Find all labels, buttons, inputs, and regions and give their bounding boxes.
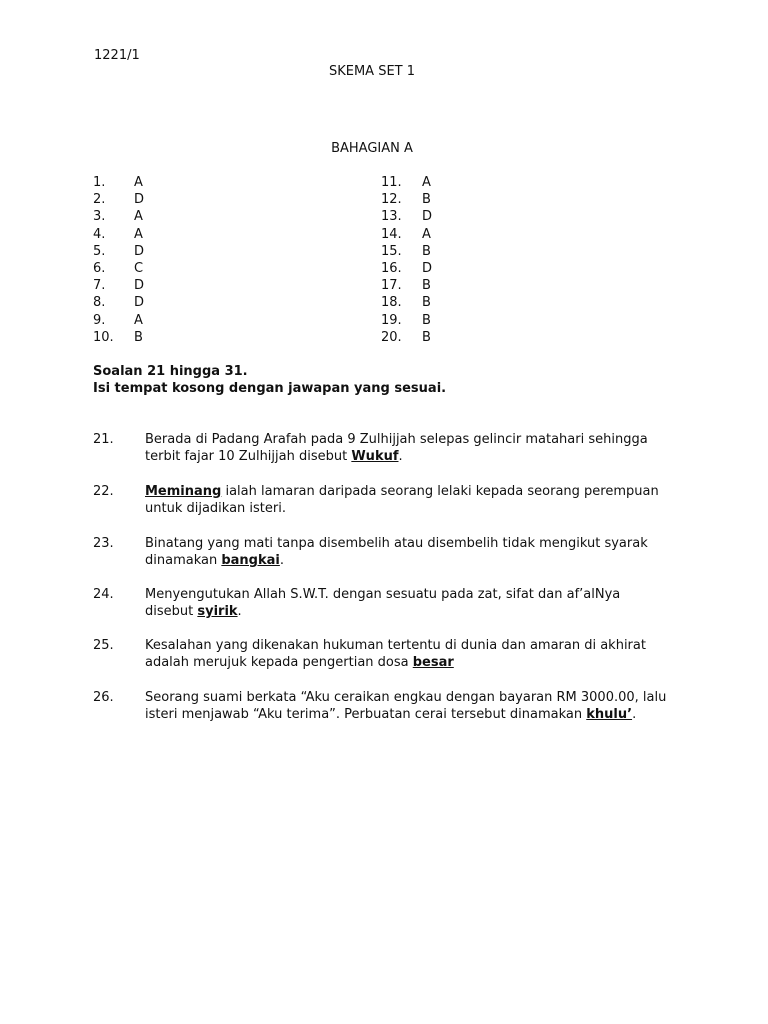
answer-row xyxy=(93,294,164,311)
answer-letter: A xyxy=(422,175,431,190)
answer-list-right xyxy=(381,174,452,346)
question-number: 2. xyxy=(93,192,106,208)
question-number: 5. xyxy=(93,243,106,259)
answer-row xyxy=(381,329,452,346)
question-22 xyxy=(93,483,673,517)
answer-letter: B xyxy=(422,329,431,345)
answer-letter: D xyxy=(134,295,145,311)
answer-row xyxy=(381,260,452,277)
question-number: 7. xyxy=(93,278,106,294)
question-text-part: ialah lamaran daripada seorang lelaki kepada seorang perempuan xyxy=(221,484,659,499)
question-number: 18. xyxy=(381,295,402,311)
question-text-part: disebut xyxy=(145,604,198,619)
section-heading: BAHAGIAN A xyxy=(331,141,413,156)
question-text-part: . xyxy=(632,707,637,722)
answer-row xyxy=(93,312,164,329)
answer-row xyxy=(93,329,164,346)
answer-letter: B xyxy=(422,295,431,311)
question-number: 17. xyxy=(381,278,402,294)
question-text-part: isteri menjawab “Aku terima”. Perbuatan cerai tersebut dinamakan xyxy=(145,707,587,722)
question-number: 22. xyxy=(93,484,114,499)
answer-row xyxy=(93,277,164,294)
answer-row xyxy=(93,226,164,243)
instruction-line: Isi tempat kosong dengan jawapan yang sesuai. xyxy=(93,381,447,396)
question-line: Binatang yang mati tanpa disembelih atau disembelih tidak mengikut syarak xyxy=(145,536,648,551)
paper-code: 1221/1 xyxy=(94,48,140,63)
answer-letter: A xyxy=(134,226,143,242)
question-text xyxy=(145,586,673,620)
answer-word: Meminang xyxy=(145,484,222,499)
answer-row xyxy=(381,294,452,311)
question-text xyxy=(145,689,673,723)
answer-word: Wukuf xyxy=(351,449,399,464)
question-number: 26. xyxy=(93,690,114,705)
question-number: 16. xyxy=(381,260,402,276)
answer-row xyxy=(381,226,452,243)
answer-row xyxy=(93,260,164,277)
answer-letter: D xyxy=(134,192,145,208)
answer-row xyxy=(381,312,452,329)
question-23 xyxy=(93,535,673,569)
question-line xyxy=(145,483,673,500)
answer-row xyxy=(381,174,452,191)
question-text-part: . xyxy=(398,449,403,464)
answer-word: besar xyxy=(412,655,454,670)
answer-letter: D xyxy=(134,278,145,294)
answer-row xyxy=(381,208,452,225)
question-number: 20. xyxy=(381,329,402,345)
answer-word: syirik xyxy=(197,604,238,619)
page-title: SKEMA SET 1 xyxy=(328,64,416,79)
question-text xyxy=(145,535,673,569)
question-line: Seorang suami berkata “Aku ceraikan engkau dengan bayaran RM 3000.00, lalu xyxy=(145,690,667,705)
question-number: 15. xyxy=(381,243,402,259)
question-25 xyxy=(93,637,673,671)
answer-letter: D xyxy=(422,209,433,225)
question-26 xyxy=(93,689,673,723)
answer-row xyxy=(381,277,452,294)
question-number: 10. xyxy=(93,329,114,345)
question-number: 8. xyxy=(93,295,106,311)
answer-row xyxy=(93,208,164,225)
answer-letter: B xyxy=(422,278,431,294)
question-number: 14. xyxy=(381,226,402,242)
question-number: 1. xyxy=(93,175,106,190)
question-text xyxy=(145,637,673,671)
question-line: Menyengutukan Allah S.W.T. dengan sesuatu pada zat, sifat dan af’alNya xyxy=(145,587,621,602)
question-line xyxy=(145,448,673,465)
question-number: 6. xyxy=(93,260,106,276)
answer-letter: B xyxy=(422,192,431,208)
answer-row xyxy=(381,243,452,260)
question-number: 9. xyxy=(93,312,106,328)
answer-letter: B xyxy=(422,312,431,328)
answer-letter: B xyxy=(134,329,143,345)
answer-letter: D xyxy=(422,260,433,276)
question-line xyxy=(145,706,673,723)
question-line: Kesalahan yang dikenakan hukuman tertentu di dunia dan amaran di akhirat xyxy=(145,638,646,653)
question-number: 24. xyxy=(93,587,114,602)
answer-row xyxy=(93,243,164,260)
question-text-part: terbit fajar 10 Zulhijjah disebut xyxy=(145,449,352,464)
question-number: 21. xyxy=(93,432,114,447)
answer-row xyxy=(381,191,452,208)
answer-row xyxy=(93,174,164,191)
question-24 xyxy=(93,586,673,620)
question-line: untuk dijadikan isteri. xyxy=(145,501,286,516)
question-number: 23. xyxy=(93,536,114,551)
question-line xyxy=(145,603,673,620)
question-number: 12. xyxy=(381,192,402,208)
instruction-line: Soalan 21 hingga 31. xyxy=(93,364,248,379)
question-21 xyxy=(93,431,673,465)
answer-letter: C xyxy=(134,260,144,276)
answer-letter: A xyxy=(134,209,143,225)
question-text-part: . xyxy=(279,553,284,568)
answer-letter: B xyxy=(422,243,431,259)
question-text-part: dinamakan xyxy=(145,553,222,568)
question-text-part: . xyxy=(237,604,242,619)
answer-letter: A xyxy=(422,226,431,242)
question-number: 3. xyxy=(93,209,106,225)
answer-list-left xyxy=(93,174,164,346)
question-line xyxy=(145,552,673,569)
question-number: 4. xyxy=(93,226,106,242)
question-number: 25. xyxy=(93,638,114,653)
question-number: 19. xyxy=(381,312,402,328)
answer-letter: A xyxy=(134,312,143,328)
instructions xyxy=(93,363,446,397)
question-text-part: adalah merujuk kepada pengertian dosa xyxy=(145,655,413,670)
answer-word: bangkai xyxy=(221,553,280,568)
question-number: 11. xyxy=(381,175,402,190)
answer-row xyxy=(93,191,164,208)
question-text xyxy=(145,483,673,517)
answer-letter: A xyxy=(134,175,143,190)
question-text xyxy=(145,431,673,465)
question-number: 13. xyxy=(381,209,402,225)
question-line: Berada di Padang Arafah pada 9 Zulhijjah selepas gelincir matahari sehingga xyxy=(145,432,648,447)
question-line xyxy=(145,654,673,671)
answer-letter: D xyxy=(134,243,145,259)
answer-word: khulu’ xyxy=(586,707,633,722)
